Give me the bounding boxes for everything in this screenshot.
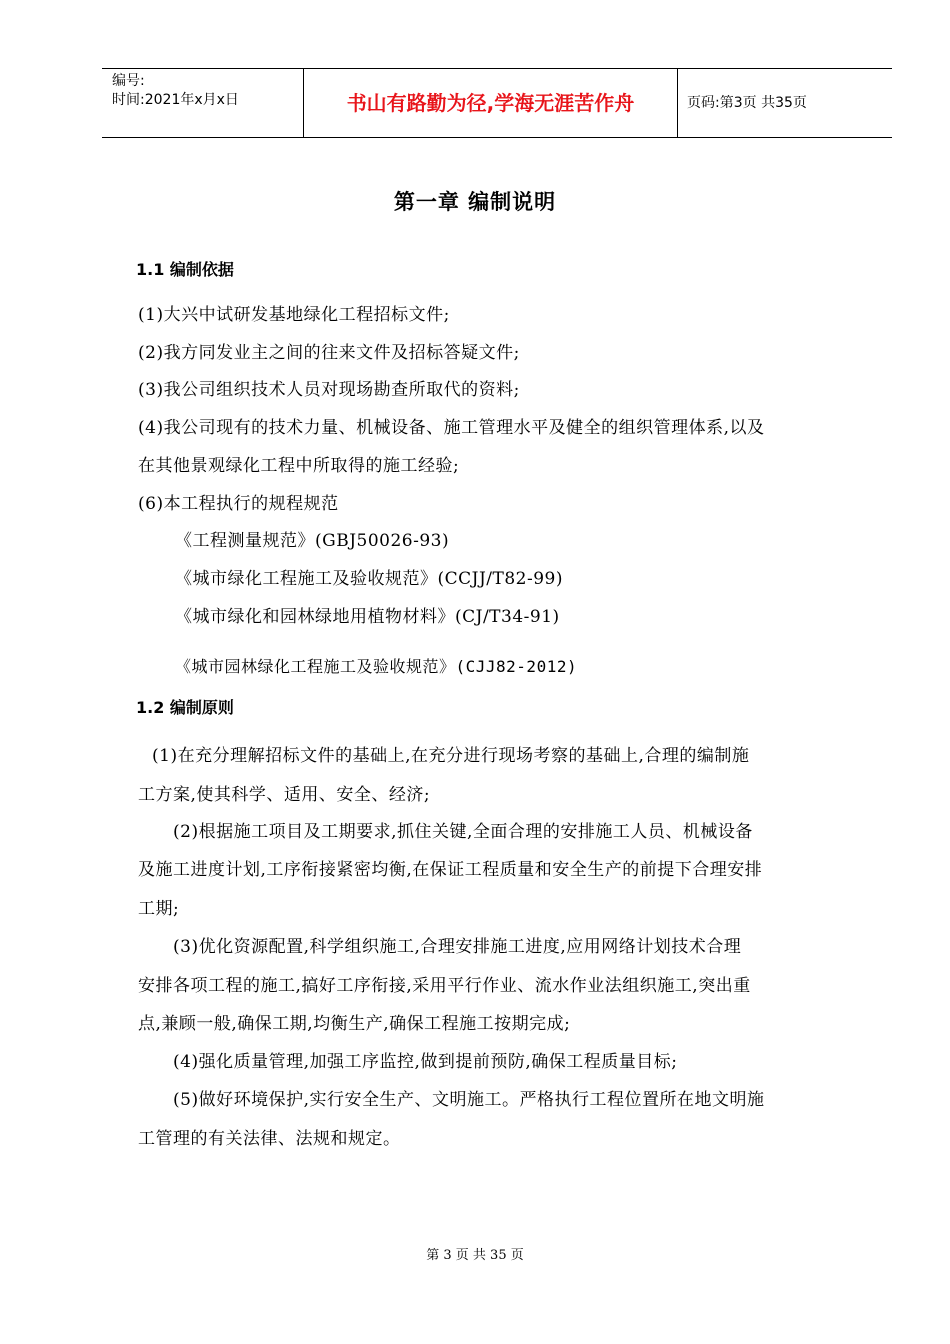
- basis-line-6: (6)本工程执行的规程规范: [138, 494, 339, 514]
- header-info-cell: [102, 69, 304, 137]
- section-heading-principles: 1.2 编制原则: [136, 698, 234, 717]
- basis-line-4: (4)我公司现有的技术力量、机械设备、施工管理水平及健全的组织管理体系,以及: [138, 418, 765, 438]
- document-time-label: 时间:2021年x月x日: [112, 92, 239, 108]
- principle-line-1: (1)在充分理解招标文件的基础上,在充分进行现场考察的基础上,合理的编制施: [152, 746, 750, 766]
- basis-line-2: (2)我方同发业主之间的往来文件及招标答疑文件;: [138, 343, 520, 363]
- chapter-title: 第一章 编制说明: [393, 189, 557, 214]
- principle-line-5: (5)做好环境保护,实行安全生产、文明施工。严格执行工程位置所在地文明施: [173, 1090, 765, 1110]
- page-footer: 第 3 页 共 35 页: [426, 1248, 524, 1263]
- standard-2: 《城市绿化工程施工及验收规范》(CCJJ/T82-99): [175, 569, 563, 589]
- standard-3: 《城市绿化和园林绿地用植物材料》(CJ/T34-91): [175, 607, 560, 627]
- principle-line-3-cont-b: 点,兼顾一般,确保工期,均衡生产,确保工程施工按期完成;: [138, 1014, 571, 1034]
- principle-line-3-cont-a: 安排各项工程的施工,搞好工序衔接,采用平行作业、流水作业法组织施工,突出重: [138, 976, 751, 996]
- principle-line-4: (4)强化质量管理,加强工序监控,做到提前预防,确保工程质量目标;: [173, 1052, 678, 1072]
- header-motto: 书山有路勤为径,学海无涯苦作舟: [304, 69, 678, 137]
- section-heading-basis: 1.1 编制依据: [136, 260, 234, 279]
- page-header: [102, 68, 892, 138]
- basis-line-4-cont: 在其他景观绿化工程中所取得的施工经验;: [138, 456, 460, 476]
- basis-line-1: (1)大兴中试研发基地绿化工程招标文件;: [138, 305, 450, 325]
- principle-line-2-cont-b: 工期;: [138, 899, 180, 919]
- document-number-label: 编号:: [112, 73, 145, 89]
- header-page-number: 页码:第3页 共35页: [687, 95, 807, 111]
- principle-line-5-cont: 工管理的有关法律、法规和规定。: [138, 1129, 401, 1149]
- standard-1: 《工程测量规范》(GBJ50026-93): [175, 531, 450, 551]
- basis-line-3: (3)我公司组织技术人员对现场勘查所取代的资料;: [138, 380, 520, 400]
- principle-line-1-cont: 工方案,使其科学、适用、安全、经济;: [138, 785, 431, 805]
- standard-4: 《城市园林绿化工程施工及验收规范》(CJJ82-2012): [175, 657, 578, 676]
- principle-line-3: (3)优化资源配置,科学组织施工,合理安排施工进度,应用网络计划技术合理: [173, 937, 742, 957]
- principle-line-2: (2)根据施工项目及工期要求,抓住关键,全面合理的安排施工人员、机械设备: [173, 822, 753, 842]
- principle-line-2-cont-a: 及施工进度计划,工序衔接紧密均衡,在保证工程质量和安全生产的前提下合理安排: [138, 860, 763, 880]
